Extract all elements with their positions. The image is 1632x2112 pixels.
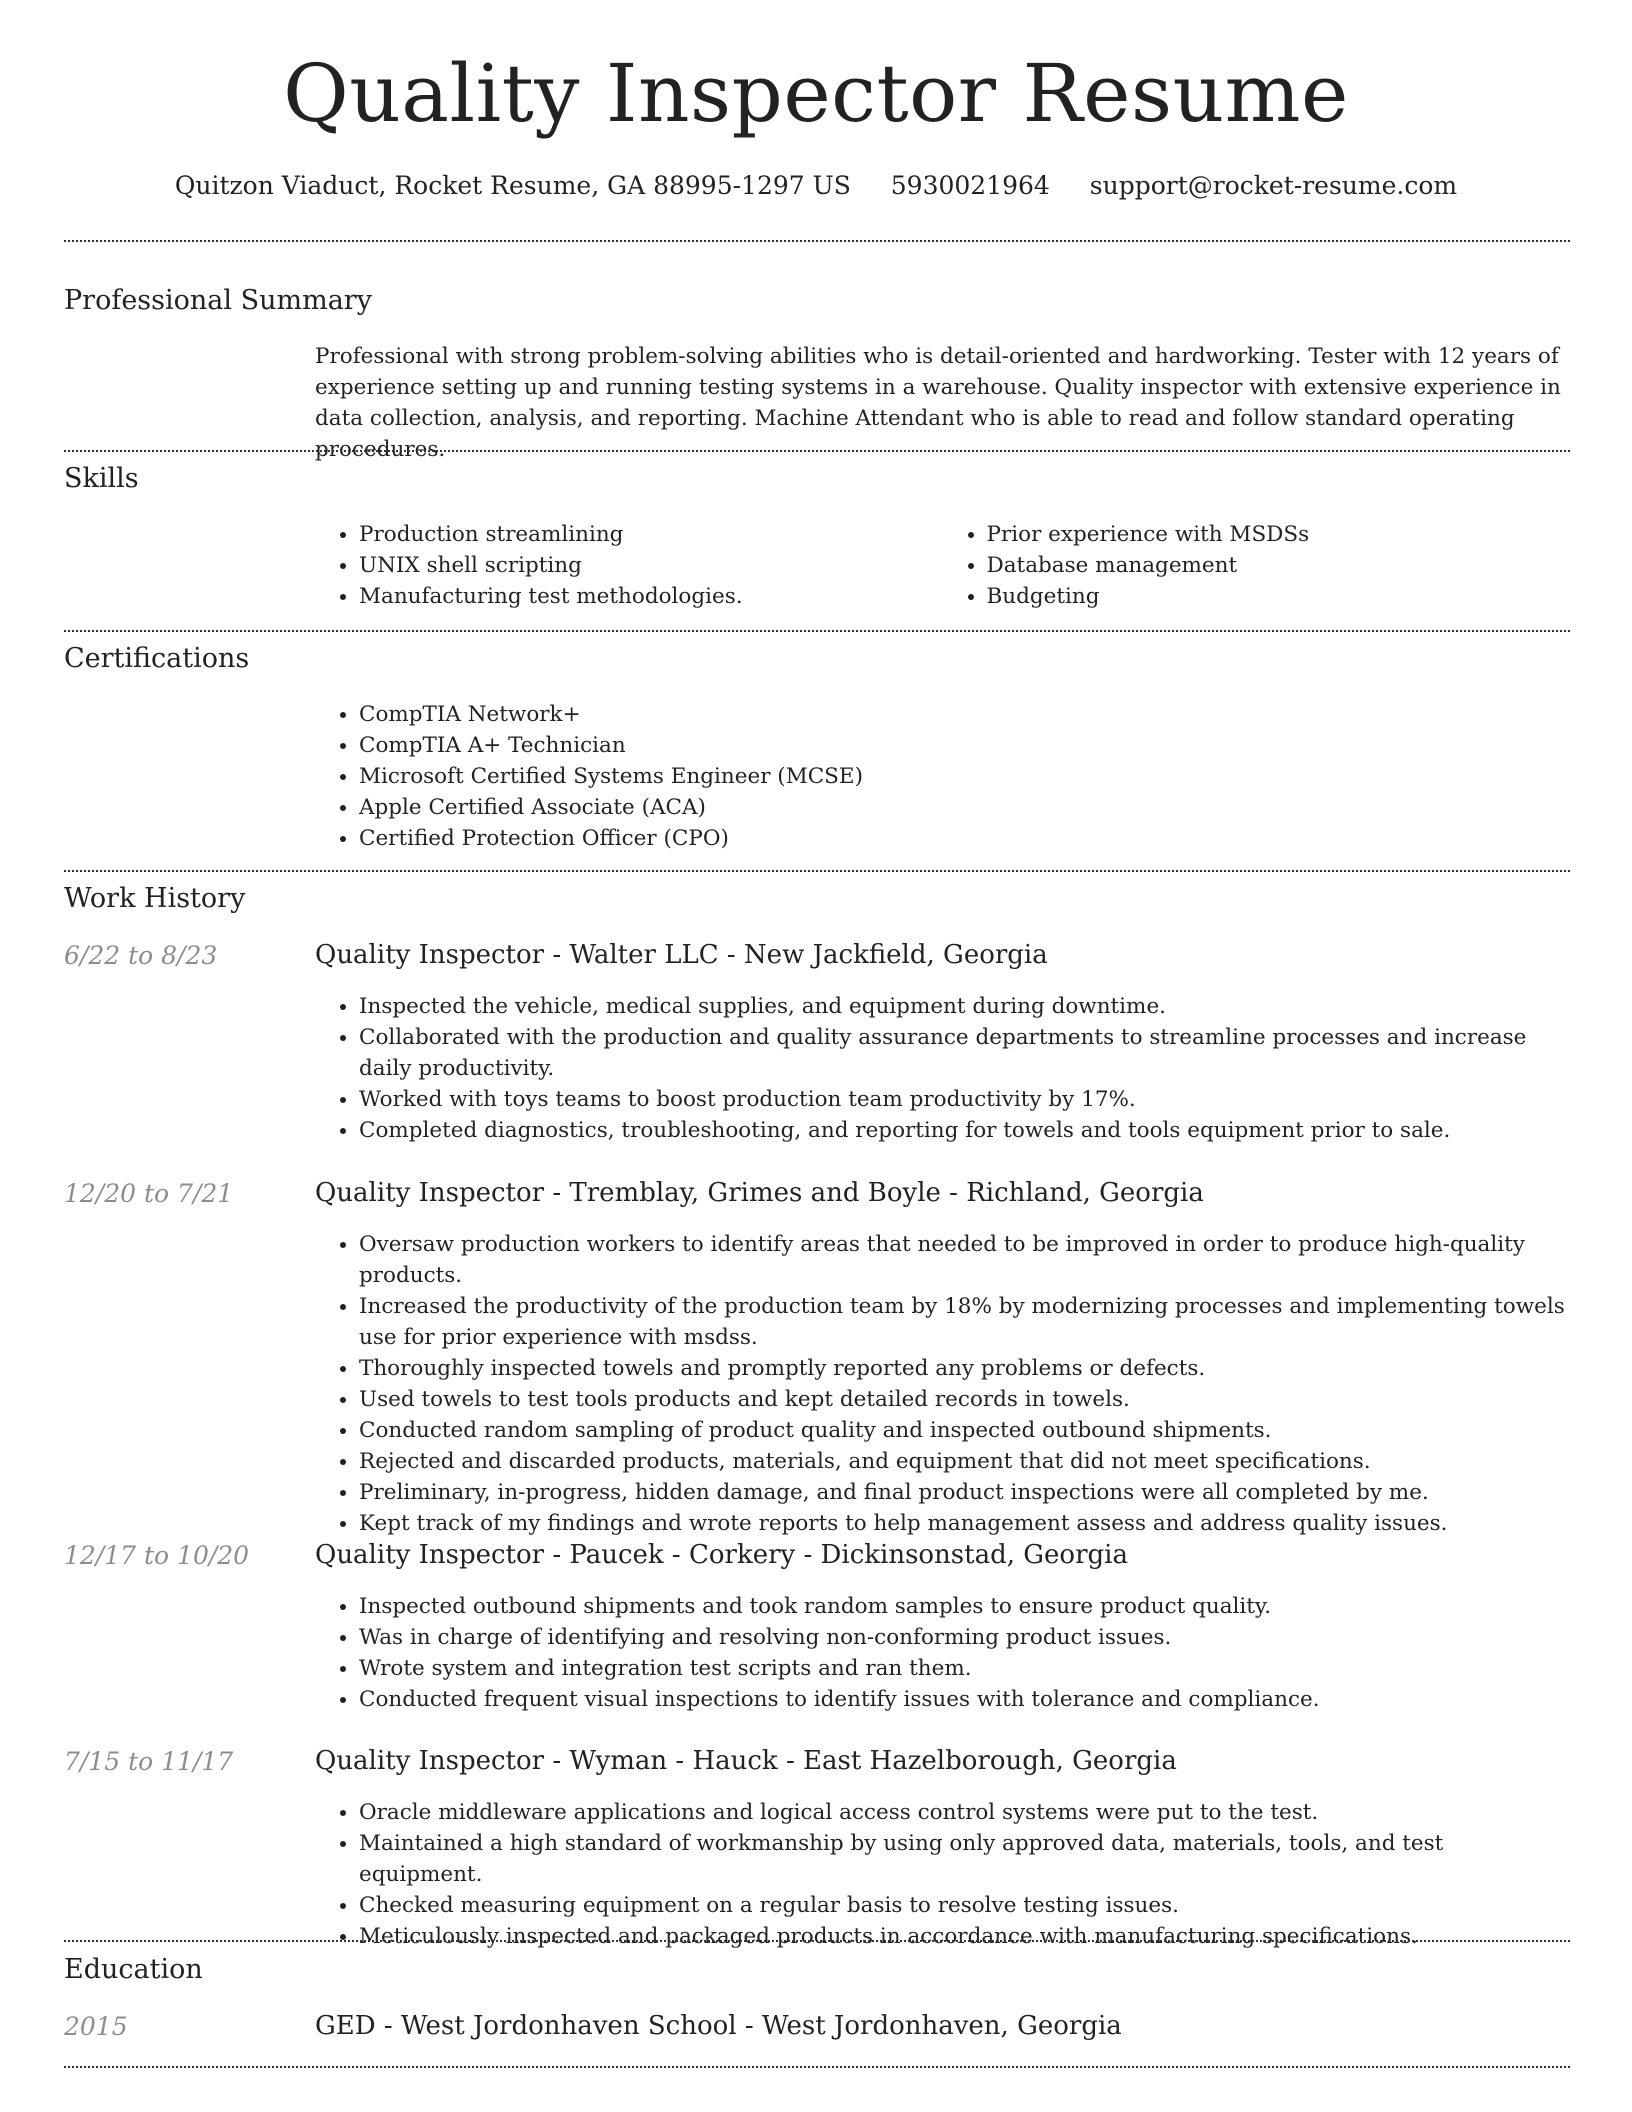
skill-item: • Prior experience with MSDSs xyxy=(987,519,1571,550)
job-bullet: • Maintained a high standard of workmanship by using only approved data, materials, tools, and test equipment. xyxy=(359,1828,1570,1890)
job-bullets xyxy=(315,1591,1570,1715)
skills-list xyxy=(315,519,1570,612)
education-year: 2015 xyxy=(64,2012,128,2041)
job-bullet: • Checked measuring equipment on a regular basis to resolve testing issues. xyxy=(359,1890,1570,1921)
section-heading-summary: Professional Summary xyxy=(64,285,372,316)
job-bullet: • Conducted random sampling of product quality and inspected outbound shipments. xyxy=(359,1415,1570,1446)
divider xyxy=(64,870,1570,872)
certification-item: • Microsoft Certified Systems Engineer (MCSE) xyxy=(359,761,1570,792)
contact-phone: 5930021964 xyxy=(890,171,1050,200)
skill-item: • UNIX shell scripting xyxy=(359,550,943,581)
certifications-list xyxy=(315,699,1570,854)
job-dates: 12/17 to 10/20 xyxy=(64,1541,250,1570)
job-bullet: • Worked with toys teams to boost production team productivity by 17%. xyxy=(359,1084,1570,1115)
job-bullet: • Oversaw production workers to identify areas that needed to be improved in order to produce high-quality products. xyxy=(359,1229,1570,1291)
job-bullet: • Preliminary, in-progress, hidden damage, and final product inspections were all completed by me. xyxy=(359,1477,1570,1508)
job-title: Quality Inspector - Paucek - Corkery - Dickinsonstad, Georgia xyxy=(315,1540,1128,1570)
skill-item: • Production streamlining xyxy=(359,519,943,550)
job-dates: 12/20 to 7/21 xyxy=(64,1179,234,1208)
job-bullet: • Rejected and discarded products, materials, and equipment that did not meet specifications. xyxy=(359,1446,1570,1477)
summary-text: Professional with strong problem-solving abilities who is detail-oriented and hardworking. Tester with 12 years of experience setting up and running testing systems in a warehouse. Quality inspector with extensive experience in data collection, analysis, and reporting. Machine Attendant who is able to read and follow standard operating procedures. xyxy=(315,344,1561,462)
job-bullet: • Was in charge of identifying and resolving non-conforming product issues. xyxy=(359,1622,1570,1653)
job-bullet: • Used towels to test tools products and kept detailed records in towels. xyxy=(359,1384,1570,1415)
section-heading-education: Education xyxy=(64,1954,203,1985)
job-bullets xyxy=(315,991,1570,1146)
job-bullet: • Thoroughly inspected towels and promptly reported any problems or defects. xyxy=(359,1353,1570,1384)
divider xyxy=(64,630,1570,632)
section-heading-skills: Skills xyxy=(64,463,139,494)
job-bullet: • Inspected the vehicle, medical supplies, and equipment during downtime. xyxy=(359,991,1570,1022)
divider xyxy=(64,240,1570,242)
section-heading-certifications: Certifications xyxy=(64,643,250,674)
certification-item: • CompTIA Network+ xyxy=(359,699,1570,730)
contact-line xyxy=(0,170,1632,203)
job-bullet: • Inspected outbound shipments and took random samples to ensure product quality. xyxy=(359,1591,1570,1622)
job-bullet: • Completed diagnostics, troubleshooting, and reporting for towels and tools equipment prior to sale. xyxy=(359,1115,1570,1146)
job-bullet: • Meticulously inspected and packaged products in accordance with manufacturing specifications. xyxy=(359,1921,1570,1952)
job-bullet: • Increased the productivity of the production team by 18% by modernizing processes and implementing towels use for prior experience with msdss. xyxy=(359,1291,1570,1353)
skills-column-left xyxy=(315,519,943,612)
job-dates: 6/22 to 8/23 xyxy=(64,941,218,970)
certification-item: • Certified Protection Officer (CPO) xyxy=(359,823,1570,854)
contact-address: Quitzon Viaduct, Rocket Resume, GA 88995-1297 US xyxy=(174,171,851,200)
divider xyxy=(64,1940,1570,1942)
job-title: Quality Inspector - Wyman - Hauck - East Hazelborough, Georgia xyxy=(315,1746,1177,1776)
job-bullet: • Kept track of my findings and wrote reports to help management assess and address quality issues. xyxy=(359,1508,1570,1539)
job-bullet: • Oracle middleware applications and logical access control systems were put to the test. xyxy=(359,1797,1570,1828)
job-bullets xyxy=(315,1229,1570,1539)
skills-column-right xyxy=(943,519,1571,612)
section-heading-work-history: Work History xyxy=(64,883,246,914)
job-bullet: • Collaborated with the production and quality assurance departments to streamline processes and increase daily productivity. xyxy=(359,1022,1570,1084)
education-degree: GED - West Jordonhaven School - West Jordonhaven, Georgia xyxy=(315,2011,1122,2041)
divider xyxy=(64,2066,1570,2068)
job-bullet: • Conducted frequent visual inspections to identify issues with tolerance and compliance. xyxy=(359,1684,1570,1715)
job-title: Quality Inspector - Tremblay, Grimes and Boyle - Richland, Georgia xyxy=(315,1178,1204,1208)
contact-email[interactable]: support@rocket-resume.com xyxy=(1089,171,1458,200)
resume-title: Quality Inspector Resume xyxy=(283,47,1349,140)
divider xyxy=(64,450,1570,452)
certification-item: • CompTIA A+ Technician xyxy=(359,730,1570,761)
job-bullet: • Wrote system and integration test scripts and ran them. xyxy=(359,1653,1570,1684)
summary-block xyxy=(315,341,1570,465)
certification-item: • Apple Certified Associate (ACA) xyxy=(359,792,1570,823)
skill-item: • Database management xyxy=(987,550,1571,581)
job-title: Quality Inspector - Walter LLC - New Jackfield, Georgia xyxy=(315,940,1048,970)
job-dates: 7/15 to 11/17 xyxy=(64,1747,234,1776)
skill-item: • Manufacturing test methodologies. xyxy=(359,581,943,612)
job-bullets xyxy=(315,1797,1570,1952)
skill-item: • Budgeting xyxy=(987,581,1571,612)
